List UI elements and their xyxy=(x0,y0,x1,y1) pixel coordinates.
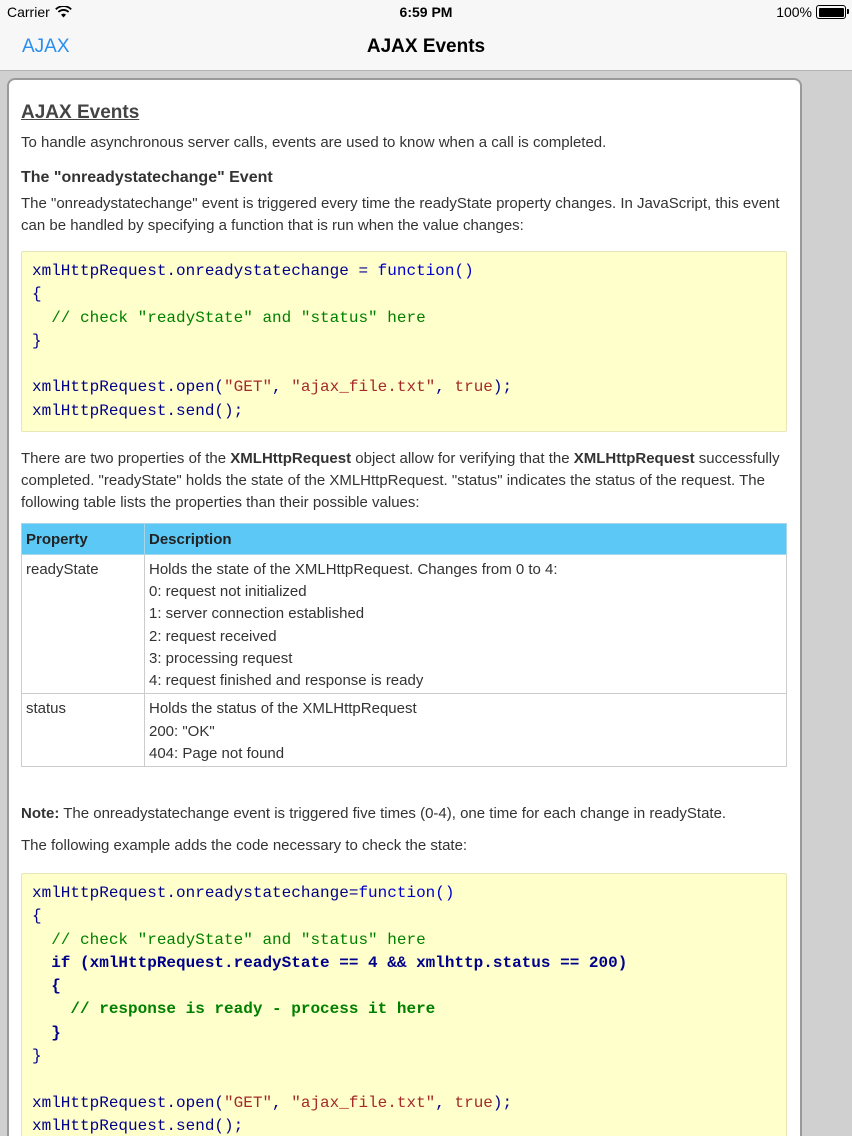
table-row xyxy=(22,694,787,767)
example-intro: The following example adds the code necessary to check the state: xyxy=(21,836,468,854)
properties-paragraph xyxy=(21,448,787,514)
code-string: "GET" xyxy=(224,378,273,397)
column-header-property: Property xyxy=(22,524,145,555)
code-string: "ajax_file.txt" xyxy=(291,378,436,397)
article-body xyxy=(21,102,787,1136)
description-line: Holds the status of the XMLHttpRequest xyxy=(149,700,417,718)
code-line: xmlHttpRequest.send(); xyxy=(32,401,244,420)
section-heading: The "onreadystatechange" Event xyxy=(21,169,273,186)
properties-table xyxy=(21,523,787,767)
code-line: xmlHttpRequest.onreadystatechange = xyxy=(32,262,378,280)
page-title: AJAX Events xyxy=(366,36,486,57)
code-line: { xyxy=(32,285,42,304)
code-line: } xyxy=(32,331,42,350)
code-example-2 xyxy=(21,873,787,1136)
code-line: xmlHttpRequest.send(); xyxy=(32,1116,244,1135)
code-example-1 xyxy=(21,251,787,432)
code-line: } xyxy=(32,1046,42,1065)
description-line: 3: processing request xyxy=(149,649,293,667)
code-comment: // check "readyState" and "status" here xyxy=(32,930,426,949)
clock: 6:59 PM xyxy=(399,4,453,20)
code-line: { xyxy=(32,907,42,926)
code-keyword: function() xyxy=(358,883,455,902)
code-comment: // check "readyState" and "status" here xyxy=(32,308,426,327)
description-line: Holds the state of the XMLHttpRequest. Changes from 0 to 4: xyxy=(149,561,558,579)
text-bold: XMLHttpRequest xyxy=(230,450,352,468)
description-cell xyxy=(145,694,787,767)
description-cell xyxy=(145,555,787,694)
navigation-bar xyxy=(0,24,852,71)
battery-indicator xyxy=(776,4,846,20)
note-text: The onreadystatechange event is triggered five times (0-4), one time for each change in readyState. xyxy=(59,804,727,822)
intro-paragraph: To handle asynchronous server calls, events are used to know when a call is completed. xyxy=(21,134,607,151)
code-string: true xyxy=(454,1093,493,1112)
code-string: "GET" xyxy=(224,1093,273,1112)
battery-percent: 100% xyxy=(776,4,812,20)
code-comment: // response is ready - process it here xyxy=(32,1000,436,1019)
code-line: xmlHttpRequest.onreadystatechange= xyxy=(32,883,359,902)
description-line: 1: server connection established xyxy=(149,605,365,623)
description-line: 404: Page not found xyxy=(149,744,285,762)
code-punct: , xyxy=(272,1093,292,1112)
text-bold: XMLHttpRequest xyxy=(573,450,695,468)
note-label: Note: xyxy=(21,804,60,822)
battery-icon xyxy=(816,5,846,19)
table-header-row xyxy=(22,524,787,555)
code-line: if (xmlHttpRequest.readyState == 4 && xmlhttp.status == 200) xyxy=(32,953,628,972)
code-line: } xyxy=(32,1023,61,1042)
code-punct: , xyxy=(272,378,292,397)
article-card[interactable] xyxy=(7,78,802,1136)
code-string: "ajax_file.txt" xyxy=(291,1093,436,1112)
code-line: xmlHttpRequest.open( xyxy=(32,378,225,397)
text-run: successfully completed. "readyState" holds the state of the XMLHttpRequest. "status" indicates the status of the request. The following table lists the properties than their possible values: xyxy=(21,450,780,512)
text-run: object allow for verifying that the xyxy=(351,450,574,468)
table-row xyxy=(22,555,787,694)
article-heading: AJAX Events xyxy=(21,102,140,123)
code-string: true xyxy=(454,378,493,397)
carrier-label: Carrier xyxy=(7,4,50,20)
description-line: 4: request finished and response is ready xyxy=(149,672,424,690)
section-paragraph: The "onreadystatechange" event is triggered every time the readyState property changes. In JavaScript, this event can be handled by specifying a function that is run when the value changes: xyxy=(21,195,780,234)
code-keyword: function() xyxy=(377,262,474,280)
text-run: There are two properties of the xyxy=(21,450,231,468)
property-cell: status xyxy=(22,694,145,767)
code-punct: ); xyxy=(492,1093,513,1112)
description-line: 200: "OK" xyxy=(149,722,215,740)
note-paragraph xyxy=(21,803,787,825)
code-punct: , xyxy=(435,378,455,397)
property-cell: readyState xyxy=(22,555,145,694)
code-line: xmlHttpRequest.open( xyxy=(32,1093,225,1112)
description-line: 2: request received xyxy=(149,627,277,645)
column-header-description: Description xyxy=(145,524,787,555)
code-punct: ); xyxy=(492,378,513,397)
description-line: 0: request not initialized xyxy=(149,583,307,601)
status-bar xyxy=(0,0,852,24)
code-punct: , xyxy=(435,1093,455,1112)
back-button[interactable]: AJAX xyxy=(22,36,70,57)
code-line: { xyxy=(32,977,61,996)
